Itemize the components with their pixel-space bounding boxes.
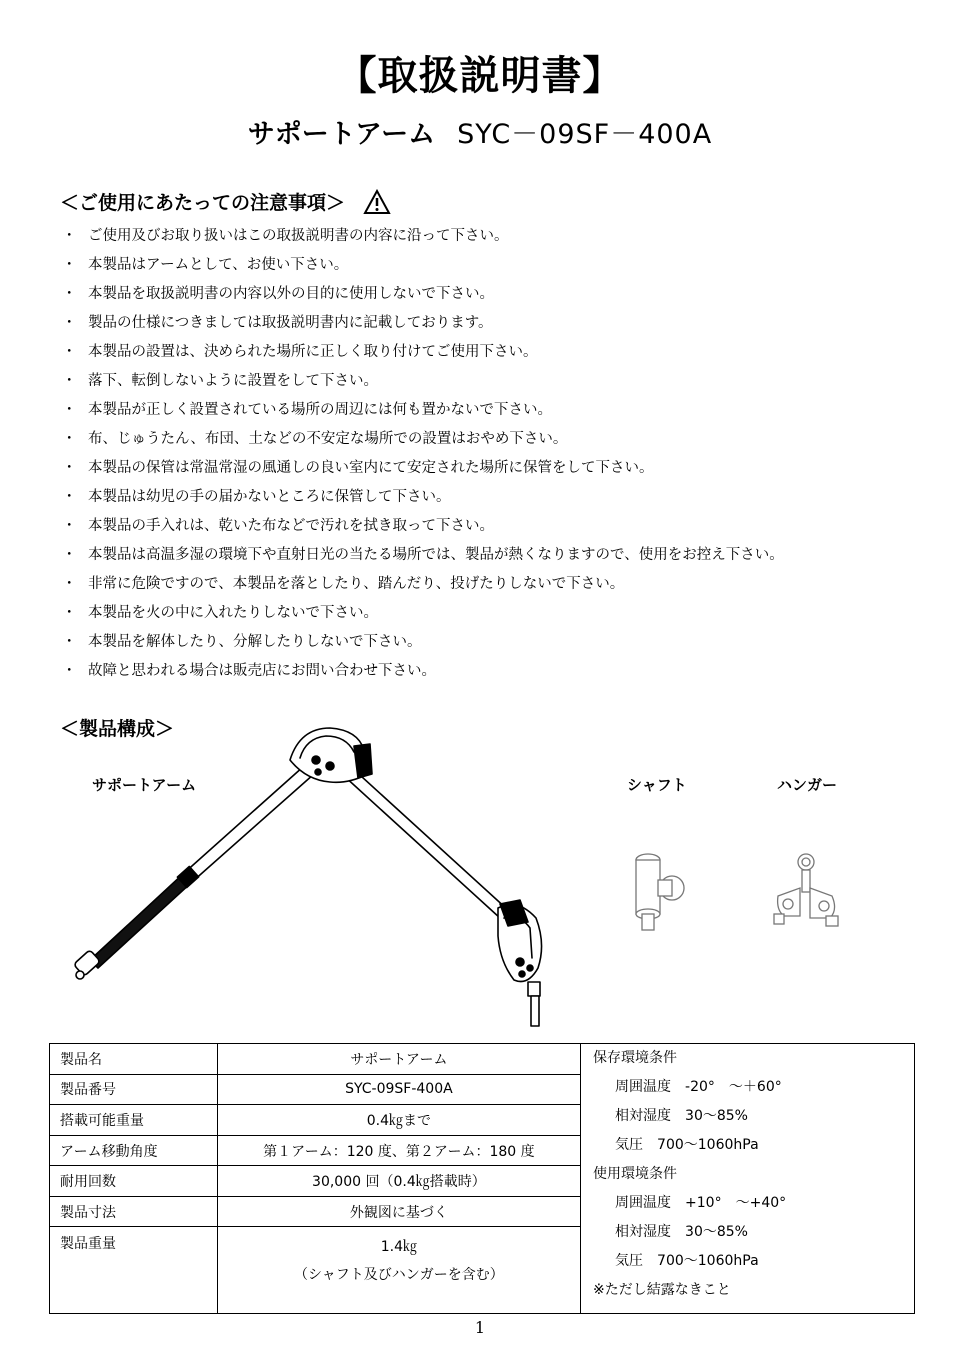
precaution-item xyxy=(62,628,784,657)
bullet-dot: ・ xyxy=(62,402,77,418)
bullet-dot: ・ xyxy=(62,344,77,360)
precaution-item xyxy=(62,396,784,425)
precaution-item xyxy=(62,541,784,570)
bullet-dot: ・ xyxy=(62,576,77,592)
model-number: SYC－09SF－400A xyxy=(457,119,713,150)
precaution-item xyxy=(62,251,784,280)
precaution-item xyxy=(62,454,784,483)
spec-value: 30,000 回（0.4㎏搭載時） xyxy=(217,1166,580,1197)
precaution-text: 本製品の保管は常温常湿の風通しの良い室内にて安定された場所に保管をして下さい。 xyxy=(88,460,654,476)
spec-value-note: （シャフト及びハンガーを含む） xyxy=(294,1267,504,1284)
storage-humidity: 相対湿度 30～85% xyxy=(615,1108,748,1124)
spec-label: 製品名 xyxy=(50,1044,218,1075)
document-title: 【取扱説明書】 xyxy=(336,53,624,99)
precaution-item xyxy=(62,367,784,396)
spec-label: 搭載可能重量 xyxy=(50,1105,218,1136)
precaution-text: 本製品を取扱説明書の内容以外の目的に使用しないで下さい。 xyxy=(88,286,494,302)
bullet-dot: ・ xyxy=(62,547,77,563)
storage-conditions-title: 保存環境条件 xyxy=(593,1050,678,1066)
spec-label: 耐用回数 xyxy=(50,1166,218,1197)
part-label-hanger: ハンガー xyxy=(777,776,838,794)
spec-value: 1.4㎏ xyxy=(380,1239,418,1256)
precaution-item xyxy=(62,425,784,454)
bullet-dot: ・ xyxy=(62,431,77,447)
precaution-text: 本製品の設置は、決められた場所に正しく取り付けてご使用下さい。 xyxy=(88,344,538,360)
product-subtitle xyxy=(0,112,960,151)
storage-pressure: 気圧 700～1060hPa xyxy=(615,1137,759,1153)
precaution-text: 本製品はアームとして、お使い下さい。 xyxy=(88,257,349,273)
precaution-text: 本製品の手入れは、乾いた布などで汚れを拭き取って下さい。 xyxy=(88,518,494,534)
usage-conditions-title: 使用環境条件 xyxy=(593,1166,678,1182)
spec-table xyxy=(49,1043,915,1314)
storage-temperature: 周囲温度 -20° ～＋60° xyxy=(615,1079,782,1095)
precaution-text: 非常に危険ですので、本製品を落としたり、踏んだり、投げたりしないで下さい。 xyxy=(88,576,625,592)
spec-value: サポートアーム xyxy=(217,1044,580,1075)
usage-humidity: 相対湿度 30～85% xyxy=(615,1224,748,1240)
spec-value-weight xyxy=(217,1227,580,1314)
warning-triangle-icon xyxy=(363,189,391,215)
precaution-text: 本製品が正しく設置されている場所の周辺には何も置かないで下さい。 xyxy=(88,402,552,418)
precaution-text: 本製品を解体したり、分解したりしないで下さい。 xyxy=(88,634,422,650)
spec-label: アーム移動角度 xyxy=(50,1135,218,1166)
bullet-dot: ・ xyxy=(62,460,77,476)
spec-row xyxy=(50,1044,915,1075)
spec-value: SYC-09SF-400A xyxy=(217,1074,580,1105)
bullet-dot: ・ xyxy=(62,518,77,534)
bullet-dot: ・ xyxy=(62,663,77,679)
spec-label: 製品重量 xyxy=(50,1227,218,1314)
precaution-item xyxy=(62,309,784,338)
precaution-item xyxy=(62,512,784,541)
bullet-dot: ・ xyxy=(62,315,77,331)
precaution-item xyxy=(62,570,784,599)
composition-heading: ＜製品構成＞ xyxy=(60,718,175,740)
usage-temperature: 周囲温度 +10° ～+40° xyxy=(615,1195,787,1211)
precaution-item xyxy=(62,657,784,686)
part-label-arm: サポートアーム xyxy=(92,776,197,794)
spec-label: 製品番号 xyxy=(50,1074,218,1105)
part-label-shaft: シャフト xyxy=(627,776,687,794)
usage-pressure: 気圧 700～1060hPa xyxy=(615,1253,759,1269)
spec-value: 外観図に基づく xyxy=(217,1196,580,1227)
bullet-dot: ・ xyxy=(62,286,77,302)
page-number: 1 xyxy=(474,1318,486,1337)
precaution-item xyxy=(62,338,784,367)
precaution-text: 本製品は高温多湿の環境下や直射日光の当たる場所では、製品が熱くなりますので、使用をお控え下さい。 xyxy=(88,547,784,563)
spec-value: 0.4㎏まで xyxy=(217,1105,580,1136)
bullet-dot: ・ xyxy=(62,257,77,273)
precautions-heading xyxy=(60,188,391,215)
precaution-text: 本製品を火の中に入れたりしないで下さい。 xyxy=(88,605,378,621)
precaution-text: 製品の仕様につきましては取扱説明書内に記載しております。 xyxy=(88,315,493,331)
precaution-text: 故障と思われる場合は販売店にお問い合わせ下さい。 xyxy=(88,663,436,679)
precaution-text: 落下、転倒しないように設置をして下さい。 xyxy=(88,373,378,389)
precaution-text: 本製品は幼児の手の届かないところに保管して下さい。 xyxy=(88,489,451,505)
precaution-item xyxy=(62,483,784,512)
precaution-item xyxy=(62,280,784,309)
precaution-text: 布、じゅうたん、布団、土などの不安定な場所での設置はおやめ下さい。 xyxy=(88,431,568,447)
spec-value: 第１アーム：120 度、第２アーム：180 度 xyxy=(217,1135,580,1166)
environment-conditions xyxy=(581,1044,915,1314)
shaft-illustration xyxy=(628,850,690,936)
bullet-dot: ・ xyxy=(62,228,77,244)
condensation-note: ※ただし結露なきこと xyxy=(593,1282,731,1298)
bullet-dot: ・ xyxy=(62,634,77,650)
bullet-dot: ・ xyxy=(62,605,77,621)
precautions-list xyxy=(62,222,784,686)
precaution-item xyxy=(62,222,784,251)
bullet-dot: ・ xyxy=(62,489,77,505)
product-name: サポートアーム xyxy=(247,119,436,150)
precaution-item xyxy=(62,599,784,628)
precaution-text: ご使用及びお取り扱いはこの取扱説明書の内容に沿って下さい。 xyxy=(88,228,509,244)
precautions-heading-text: ＜ご使用にあたっての注意事項＞ xyxy=(60,192,346,214)
hanger-illustration xyxy=(770,852,842,934)
support-arm-illustration xyxy=(68,722,568,1034)
bullet-dot: ・ xyxy=(62,373,77,389)
spec-label: 製品寸法 xyxy=(50,1196,218,1227)
